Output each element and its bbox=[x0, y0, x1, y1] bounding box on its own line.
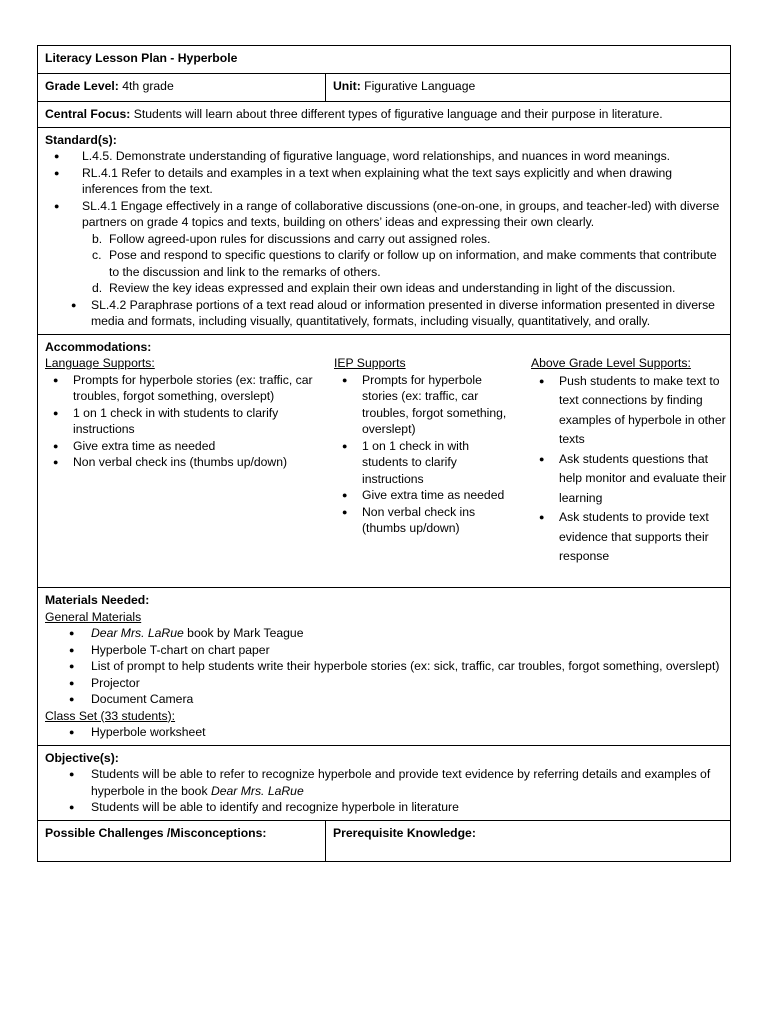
list-item: ● 1 on 1 check in with students to clarify instructions bbox=[334, 438, 514, 488]
sub-text: Review the key ideas expressed and explain their own ideas and understanding in light of the discussion. bbox=[109, 281, 676, 295]
central-focus-cell bbox=[38, 102, 731, 128]
above-grade-supports-column bbox=[531, 355, 731, 567]
central-focus-text: Students will learn about three different types of figurative language and their purpose in literature. bbox=[133, 107, 663, 121]
title-cell bbox=[38, 46, 731, 74]
unit-cell bbox=[326, 74, 731, 102]
unit-value: Figurative Language bbox=[364, 79, 476, 93]
list-item: ● Ask students to provide text evidence that supports their response bbox=[531, 508, 731, 567]
sub-text: Follow agreed-upon rules for discussions and carry out assigned roles. bbox=[109, 231, 491, 246]
standards-cell bbox=[38, 127, 731, 334]
list-item: ● Document Camera bbox=[45, 691, 723, 708]
sub-text: Pose and respond to specific questions to clarify or follow up on information, and make comments that contribute to the discussion and link to the remarks of others. bbox=[109, 248, 717, 279]
list-item: ● Prompts for hyperbole stories (ex: traffic, car troubles, forgot something, overslept) bbox=[45, 372, 315, 405]
prereq-label: Prerequisite Knowledge: bbox=[333, 825, 476, 840]
grade-value: 4th grade bbox=[122, 79, 174, 93]
list-item: ● Hyperbole worksheet bbox=[45, 724, 723, 741]
list-item: ● List of prompt to help students write their hyperbole stories (ex: sick, traffic, car troubles, forgot something, overslept) bbox=[45, 658, 723, 675]
standard-sub-item bbox=[45, 231, 723, 248]
standard-item: ● SL.4.2 Paraphrase portions of a text read aloud or information presented in diverse information presented in diverse media and formats, including visually, quantitatively, formats, including visually, quantitatively, and orally. bbox=[45, 297, 723, 330]
central-focus-label: Central Focus: bbox=[45, 107, 131, 121]
prereq-cell bbox=[326, 820, 731, 861]
list-item: ● Students will be able to identify and recognize hyperbole in literature bbox=[45, 799, 723, 816]
language-supports-heading: Language Supports: bbox=[45, 356, 155, 370]
unit-label: Unit: bbox=[333, 79, 361, 93]
sub-marker: c. bbox=[92, 248, 102, 262]
list-item: ● Prompts for hyperbole stories (ex: traffic, car troubles, forgot something, overslept) bbox=[334, 372, 514, 438]
list-item: ● Non verbal check ins (thumbs up/down) bbox=[45, 454, 315, 471]
page-title: Literacy Lesson Plan - Hyperbole bbox=[45, 51, 238, 65]
challenges-cell bbox=[38, 820, 326, 861]
grade-label: Grade Level: bbox=[45, 79, 119, 93]
list-item: ● Non verbal check ins (thumbs up/down) bbox=[334, 504, 514, 537]
iep-supports-column bbox=[334, 355, 514, 537]
list-item: ● Give extra time as needed bbox=[334, 487, 514, 504]
grade-cell bbox=[38, 74, 326, 102]
iep-supports-heading: IEP Supports bbox=[334, 356, 406, 370]
challenges-label: Possible Challenges /Misconceptions: bbox=[45, 825, 267, 840]
standard-item: ● SL.4.1 Engage effectively in a range of collaborative discussions (one-on-one, in groups, and teacher-led) with diverse partners on grade 4 topics and texts, building on others’ ideas and expressing their own clearly. bbox=[45, 198, 723, 231]
list-item bbox=[45, 625, 723, 642]
objectives-label: Objective(s): bbox=[45, 750, 119, 765]
standards-label: Standard(s): bbox=[45, 132, 117, 147]
objectives-cell bbox=[38, 745, 731, 820]
sub-marker: d. bbox=[92, 281, 103, 295]
list-item: ● 1 on 1 check in with students to clarify instructions bbox=[45, 405, 315, 438]
list-item bbox=[45, 766, 723, 799]
language-supports-column bbox=[45, 355, 315, 471]
standard-item: ● RL.4.1 Refer to details and examples in a text when explaining what the text says explicitly and when drawing inferences from the text. bbox=[45, 165, 723, 198]
objective-text: Students will be able to refer to recognize hyperbole and provide text evidence by referring details and examples of hyperbole in the book bbox=[91, 767, 711, 798]
class-set-heading: Class Set (33 students): bbox=[45, 708, 176, 723]
book-author: book by Mark Teague bbox=[183, 626, 304, 640]
list-item: ● Hyperbole T-chart on chart paper bbox=[45, 642, 723, 659]
materials-label: Materials Needed: bbox=[45, 593, 150, 607]
standard-item: ● L.4.5. Demonstrate understanding of figurative language, word relationships, and nuances in word meanings. bbox=[45, 148, 723, 165]
list-item: ● Ask students questions that help monitor and evaluate their learning bbox=[531, 450, 731, 509]
book-title: Dear Mrs. LaRue bbox=[91, 626, 184, 640]
standards-list bbox=[45, 148, 723, 330]
general-materials-heading: General Materials bbox=[45, 609, 142, 624]
accommodations-cell bbox=[38, 334, 731, 588]
list-item: ● Projector bbox=[45, 675, 723, 692]
lesson-plan-table bbox=[37, 45, 731, 862]
sub-marker: b. bbox=[92, 231, 103, 246]
standard-sub-item bbox=[45, 280, 723, 297]
book-title: Dear Mrs. LaRue bbox=[210, 783, 304, 798]
accommodations-label: Accommodations: bbox=[45, 339, 152, 354]
list-item: ● Push students to make text to text connections by finding examples of hyperbole in other texts bbox=[531, 372, 731, 450]
list-item: ● Give extra time as needed bbox=[45, 438, 315, 455]
standard-sub-item bbox=[45, 247, 723, 280]
materials-cell bbox=[38, 588, 731, 746]
above-grade-heading: Above Grade Level Supports: bbox=[531, 356, 691, 370]
